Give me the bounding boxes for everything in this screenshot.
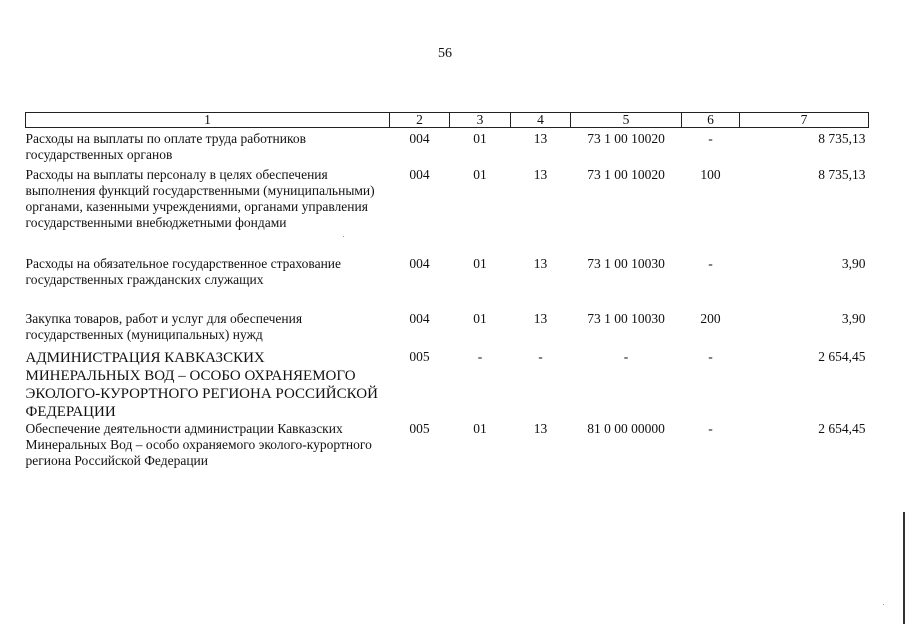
scan-speck — [343, 236, 344, 237]
row-amount: 8 735,13 — [818, 131, 866, 146]
budget-table — [25, 112, 869, 471]
row-code-6: - — [708, 131, 713, 146]
row-code-6: - — [708, 421, 713, 436]
row-code-2: 005 — [409, 349, 430, 364]
row-code-3: 01 — [473, 421, 487, 436]
table-row — [26, 311, 869, 349]
row-code-2: 004 — [409, 131, 430, 146]
table-row — [26, 167, 869, 256]
row-amount: 2 654,45 — [818, 349, 866, 364]
row-code-3: 01 — [473, 167, 487, 182]
column-header: 7 — [740, 113, 869, 128]
row-code-4: 13 — [533, 311, 548, 326]
row-code-3: - — [477, 349, 483, 364]
row-code-5: 73 1 00 10030 — [587, 311, 665, 326]
row-code-2: 004 — [409, 311, 430, 326]
row-name: Расходы на выплаты персоналу в целях обеспечения выполнения функций государственными (муниципальными) органами, казенными учреждениями, органами управления государственными внебюджетными фондами — [25, 167, 375, 230]
table-row — [26, 256, 869, 311]
row-code-4: - — [538, 349, 543, 364]
row-amount: 3,90 — [841, 311, 866, 326]
table-row — [26, 128, 869, 168]
column-header: 2 — [390, 113, 450, 128]
row-code-5: 73 1 00 10030 — [587, 256, 665, 271]
row-code-2: 004 — [409, 167, 430, 182]
scan-speck — [883, 604, 884, 605]
row-code-6: 200 — [700, 311, 721, 326]
row-code-5: 73 1 00 10020 — [587, 131, 665, 146]
row-code-4: 13 — [533, 421, 548, 436]
row-code-3: 01 — [473, 131, 487, 146]
row-name: Расходы на выплаты по оплате труда работников государственных органов — [25, 131, 306, 162]
column-header: 5 — [571, 113, 682, 128]
row-code-5: 81 0 00 00000 — [587, 421, 665, 436]
row-code-5: - — [623, 349, 629, 364]
row-code-4: 13 — [533, 256, 548, 271]
row-name: Расходы на обязательное государственное страхование государственных гражданских служащих — [25, 256, 342, 287]
table-row — [26, 349, 869, 421]
row-code-2: 004 — [409, 256, 430, 271]
row-code-4: 13 — [533, 131, 548, 146]
row-amount: 2 654,45 — [818, 421, 866, 436]
page-number: 56 — [438, 46, 452, 61]
row-code-6: - — [708, 256, 713, 271]
column-header: 4 — [511, 113, 571, 128]
row-code-4: 13 — [533, 167, 548, 182]
header-row — [26, 113, 869, 128]
table-header — [26, 113, 869, 128]
row-amount: 3,90 — [841, 256, 866, 271]
column-header: 3 — [450, 113, 511, 128]
row-code-3: 01 — [473, 311, 487, 326]
row-code-6: 100 — [700, 167, 721, 182]
table-row — [26, 421, 869, 471]
row-code-3: 01 — [473, 256, 487, 271]
column-header: 1 — [26, 113, 390, 128]
row-code-5: 73 1 00 10020 — [587, 167, 665, 182]
row-name: Обеспечение деятельности администрации Кавказских Минеральных Вод – особо охраняемого эколого-курортного региона Российской Федерации — [25, 421, 372, 468]
row-name: АДМИНИСТРАЦИЯ КАВКАЗСКИХ МИНЕРАЛЬНЫХ ВОД – ОСОБО ОХРАНЯЕМОГО ЭКОЛОГО-КУРОРТНОГО РЕГИОНА РОССИЙСКОЙ ФЕДЕРАЦИИ — [25, 350, 378, 420]
row-name: Закупка товаров, работ и услуг для обеспечения государственных (муниципальных) нужд — [25, 311, 303, 342]
row-code-2: 005 — [409, 421, 430, 436]
row-amount: 8 735,13 — [818, 167, 866, 182]
column-header: 6 — [682, 113, 740, 128]
row-code-6: - — [708, 349, 713, 364]
